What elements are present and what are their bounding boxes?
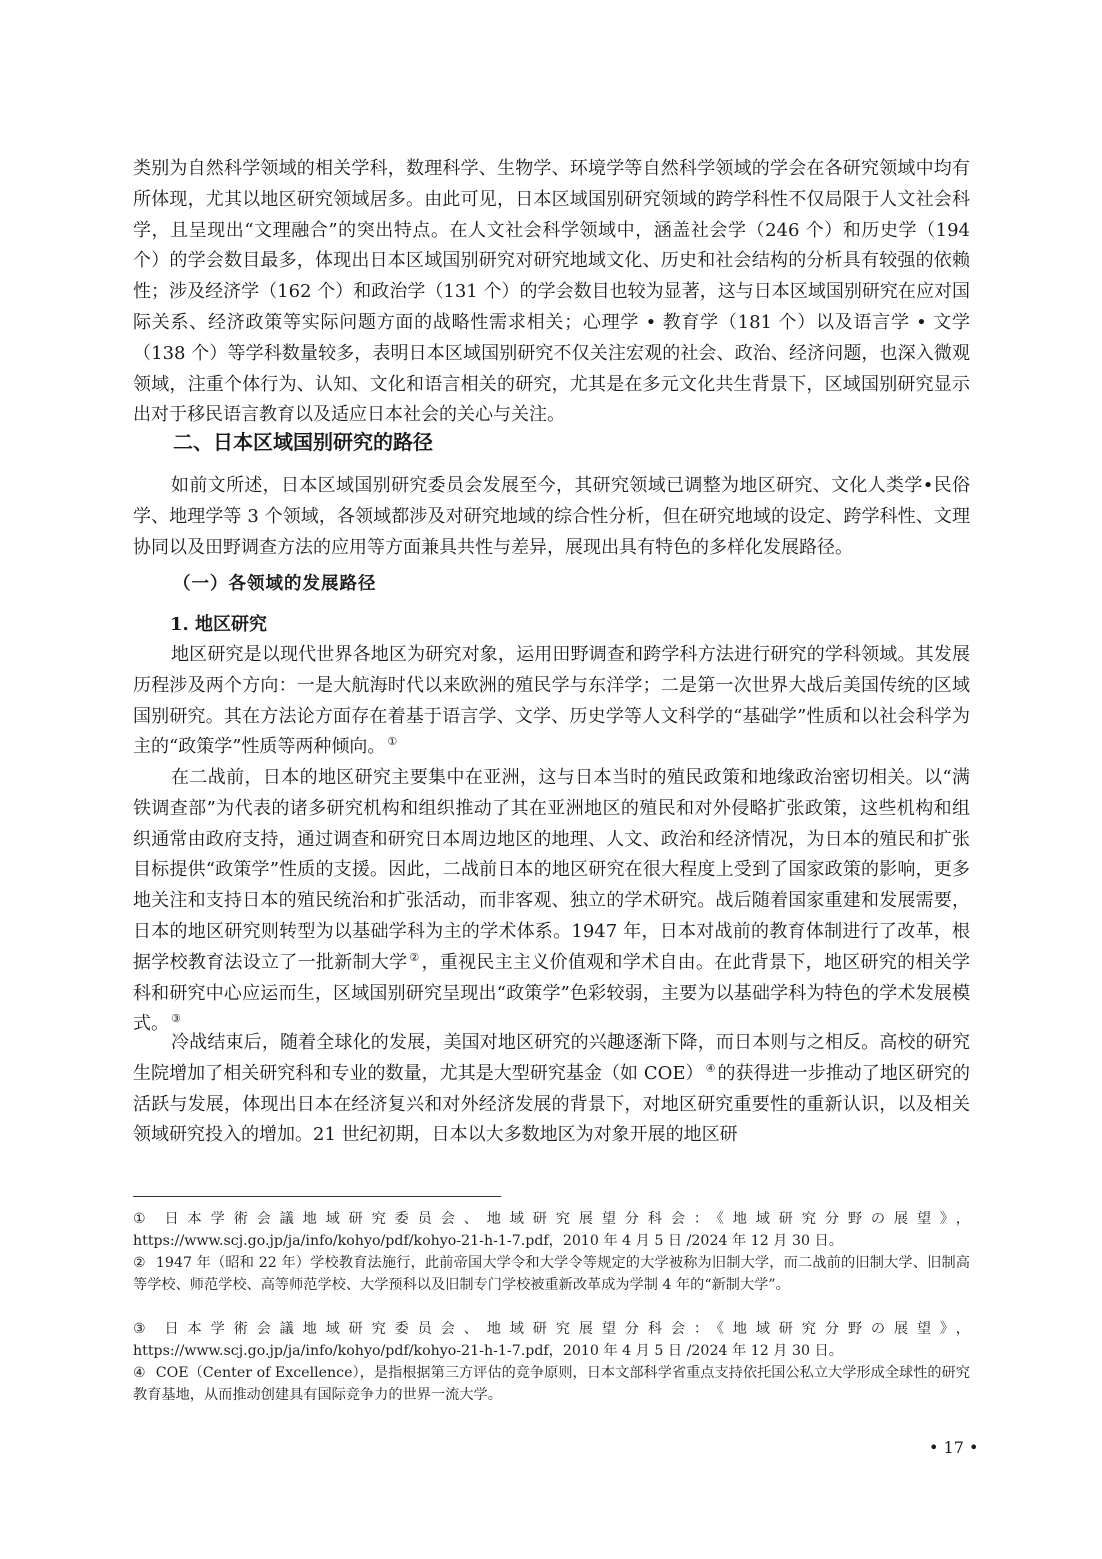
body-paragraph xyxy=(133,640,970,763)
footnote xyxy=(133,1252,970,1296)
footnote-mark: ③ xyxy=(133,1321,155,1337)
footnote-text: 日本学術会議地域研究委员会、地域研究展望分科会：《地域研究分野の展望》，https://www.scj.go.jp/ja/info/kohyo/pdf/kohyo-21-h-1-7.pdf，2010 年 4 月 5 日 /2024 年 12 月 30 日。 xyxy=(133,1211,970,1250)
footnote-mark: ② xyxy=(133,1255,146,1271)
footnote-reference[interactable]: ① xyxy=(387,735,398,749)
footnote-reference[interactable]: ④ xyxy=(705,1061,716,1075)
subsection-heading: （一）各领域的发展路径 xyxy=(173,574,377,594)
page-number: • 17 • xyxy=(929,1438,979,1457)
footnote-text: COE（Center of Excellence），是指根据第三方评估的竞争原则，日本文部科学省重点支持依托国公私立大学形成全球性的研究教育基地，从而推动创建具有国际竞争力的世界一流大学。 xyxy=(133,1365,970,1404)
footnote-mark: ④ xyxy=(133,1365,146,1381)
paragraph-text: 在二战前，日本的地区研究主要集中在亚洲，这与日本当时的殖民政策和地缘政治密切相关。以“满铁调查部”为代表的诸多研究机构和组织推动了其在亚洲地区的殖民和对外侵略扩张政策，这些机构和组织通常由政府支持，通过调查和研究日本周边地区的地理、人文、政治和经济情况，为日本的殖民和扩张目标提供“政策学”性质的支援。因此，二战前日本的地区研究在很大程度上受到了国家政策的影响，更多地关注和支持日本的殖民统治和扩张活动，而非客观、独立的学术研究。战后随着国家重建和发展需要，日本的地区研究则转型为以基础学科为主的学术体系。1947 年，日本对战前的教育体制进行了改革，根据学校教育法设立了一批新制大学 xyxy=(133,767,970,973)
body-paragraph: 类别为自然科学领域的相关学科，数理科学、生物学、环境学等自然科学领域的学会在各研究领域中均有所体现，尤其以地区研究领域居多。由此可见，日本区域国别研究领域的跨学科性不仅局限于人文社会科学，且呈现出“文理融合”的突出特点。在人文社会科学领域中，涵盖社会学（246 个）和历史学（194 个）的学会数目最多，体现出日本区域国别研究对研究地域文化、历史和社会结构的分析具有较强的依赖性；涉及经济学（162 个）和政治学（131 个）的学会数目也较为显著，这与日本区域国别研究在应对国际关系、经济政策等实际问题方面的战略性需求相关；心理学 • 教育学（181 个）以及语言学 • 文学（138 个）等学科数量较多，表明日本区域国别研究不仅关注宏观的社会、政治、经济问题，也深入微观领域，注重个体行为、认知、文化和语言相关的研究，尤其是在多元文化共生背景下，区域国别研究显示出对于移民语言教育以及适应日本社会的关心与关注。 xyxy=(133,158,970,426)
footnote xyxy=(133,1362,970,1406)
footnote xyxy=(133,1208,970,1252)
section-heading: 二、日本区域国别研究的路径 xyxy=(173,430,433,454)
body-paragraph: 如前文所述，日本区域国别研究委员会发展至今，其研究领域已调整为地区研究、文化人类学•民俗学、地理学等 3 个领域，各领域都涉及对研究地域的综合性分析，但在研究地域的设定、跨学科性、文理协同以及田野调查方法的应用等方面兼具共性与差异，展现出具有特色的多样化发展路径。 xyxy=(133,475,970,558)
subsubsection-heading: 1. 地区研究 xyxy=(170,614,268,635)
footnote-mark: ① xyxy=(133,1211,155,1227)
footnote-reference[interactable]: ② xyxy=(409,950,420,964)
body-paragraph xyxy=(133,763,970,1040)
footnote xyxy=(133,1318,970,1362)
footnote-reference[interactable]: ③ xyxy=(171,1012,181,1026)
paragraph-text: ，重视民主主义价值观和学术自由。在此背景下，地区研究的相关学科和研究中心应运而生，区域国别研究呈现出“政策学”色彩较弱，主要为以基础学科为特色的学术发展模式。 xyxy=(133,951,970,1035)
paragraph-text: 地区研究是以现代世界各地区为研究对象，运用田野调查和跨学科方法进行研究的学科领域。其发展历程涉及两个方向：一是大航海时代以来欧洲的殖民学与东洋学；二是第一次世界大战后美国传统的区域国别研究。其在方法论方面存在着基于语言学、文学、历史学等人文科学的“基础学”性质和以社会科学为主的“政策学”性质等两种倾向。 xyxy=(133,644,970,758)
paragraph-text: 冷战结束后，随着全球化的发展，美国对地区研究的兴趣逐渐下降，而日本则与之相反。高校的研究生院增加了相关研究科和专业的数量，尤其是大型研究基金（如 COE） xyxy=(133,1032,970,1084)
body-paragraph xyxy=(133,1028,970,1151)
footnote-text: 1947 年（昭和 22 年）学校教育法施行，此前帝国大学令和大学令等规定的大学被称为旧制大学，而二战前的旧制大学、旧制高等学校、师范学校、高等师范学校、大学预科以及旧制专门学校被重新改革成为学制 4 年的“新制大学”。 xyxy=(133,1255,970,1294)
footnote-text: 日本学術会議地域研究委员会、地域研究展望分科会：《地域研究分野の展望》，https://www.scj.go.jp/ja/info/kohyo/pdf/kohyo-21-h-1-7.pdf，2010 年 4 月 5 日 /2024 年 12 月 30 日。 xyxy=(133,1321,970,1360)
footnote-divider xyxy=(133,1196,501,1197)
paragraph-text: 的获得进一步推动了地区研究的活跃与发展，体现出日本在经济复兴和对外经济发展的背景下，对地区研究重要性的重新认识，以及相关领域研究投入的增加。21 世纪初期，日本以大多数地区为对象开展的地区研 xyxy=(133,1062,970,1146)
